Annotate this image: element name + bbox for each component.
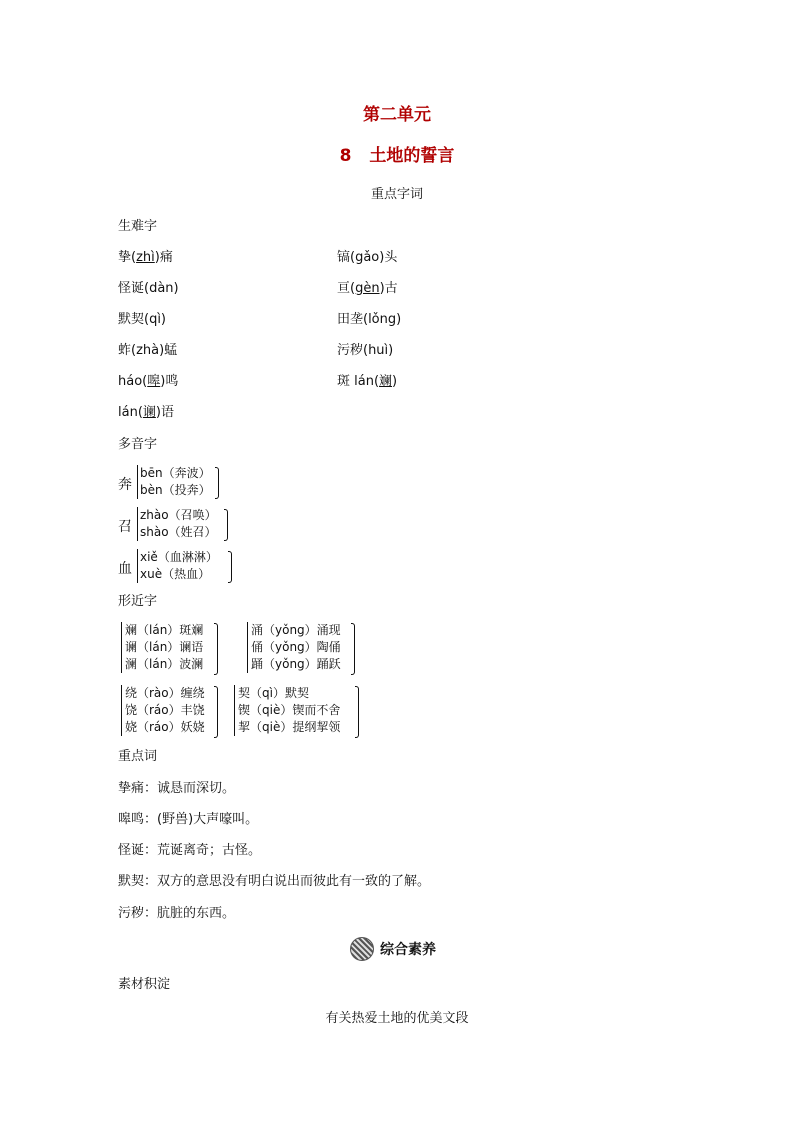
- difficult-item: [118, 312, 166, 328]
- similar-group: [121, 685, 205, 736]
- item-text: 挚(: [118, 250, 137, 265]
- similar-line: 娆（ráo）妖娆: [125, 720, 205, 734]
- difficult-item: [118, 343, 177, 359]
- difficult-item: [337, 250, 397, 266]
- polyphone-readings: [137, 549, 218, 583]
- difficult-item: [118, 405, 174, 421]
- similar-line: 挈（qiè）提纲挈领: [238, 720, 341, 734]
- item-underlined: gèn: [355, 281, 380, 296]
- polyphone-item: [118, 507, 248, 543]
- key-word-item: 挚痛：诚恳而深切。: [118, 781, 236, 796]
- similar-line: 澜（lán）波澜: [125, 657, 204, 671]
- difficult-item: [337, 312, 401, 328]
- item-underlined: zhì: [136, 250, 155, 265]
- item-underlined: 嗥: [147, 374, 161, 389]
- right-brace: [214, 686, 218, 738]
- unit-title: 第二单元: [363, 105, 431, 125]
- item-text-end: )古: [379, 281, 398, 296]
- item-text: 污秽(huì): [337, 343, 394, 358]
- badge-label: 综合素养: [380, 942, 436, 958]
- reading-line: xiě（血淋淋）: [140, 550, 218, 564]
- key-word-item: 默契：双方的意思没有明白说出而彼此有一致的了解。: [118, 874, 431, 889]
- similar-line: 踊（yǒng）踊跃: [251, 657, 341, 671]
- right-brace: [228, 551, 232, 583]
- lesson-name: 土地的誓言: [369, 146, 455, 166]
- material-heading: 素材积淀: [118, 977, 171, 992]
- lesson-title: [0, 148, 794, 164]
- right-brace: [224, 509, 228, 541]
- item-text-end: )语: [155, 405, 174, 420]
- similar-group: [234, 685, 340, 736]
- reading-line: shào（姓召）: [140, 525, 217, 539]
- right-brace: [215, 467, 219, 499]
- item-text: 斑 lán(: [337, 374, 380, 389]
- key-word-item: 怪诞：荒诞离奇；古怪。: [118, 843, 262, 858]
- key-word-item: 嗥鸣：(野兽)大声嚎叫。: [118, 812, 259, 827]
- similar-line: 斓（lán）斑斓: [125, 623, 204, 637]
- item-text: 默契(qì): [118, 312, 167, 327]
- reading-line: zhào（召唤）: [140, 508, 217, 522]
- section-badge: [350, 937, 436, 961]
- item-text-end: )痛: [154, 250, 173, 265]
- item-text: 田垄(lǒng): [337, 312, 402, 327]
- section-heading: 重点字词: [370, 187, 423, 202]
- difficult-item: [118, 281, 179, 297]
- polyphone-char: 奔: [118, 477, 132, 493]
- polyphone-heading: 多音字: [118, 437, 158, 452]
- polyphone-readings: [137, 507, 217, 541]
- similar-line: 饶（ráo）丰饶: [125, 703, 205, 717]
- item-text-end: ): [392, 374, 398, 389]
- similar-line: 契（qì）默契: [238, 686, 309, 700]
- right-brace: [214, 623, 218, 675]
- similar-line: 锲（qiè）锲而不舍: [238, 703, 341, 717]
- difficult-item: [118, 250, 173, 266]
- similar-group: [121, 622, 203, 673]
- polyphone-readings: [137, 465, 211, 499]
- item-text: 怪诞(dàn): [118, 281, 179, 296]
- similar-line: 绕（rào）缠绕: [125, 686, 205, 700]
- polyphone-item: [118, 465, 248, 501]
- reading-line: xuè（热血）: [140, 567, 211, 581]
- item-text: 蚱(zhà)蜢: [118, 343, 178, 358]
- item-text-end: )鸣: [160, 374, 179, 389]
- similar-heading: 形近字: [118, 594, 158, 609]
- similar-line: 俑（yǒng）陶俑: [251, 640, 341, 654]
- difficult-item: [118, 374, 178, 390]
- item-underlined: 斓: [379, 374, 393, 389]
- globe-icon: [350, 937, 374, 961]
- item-underlined: 谰: [142, 405, 156, 420]
- similar-line: 涌（yǒng）涌现: [251, 623, 341, 637]
- item-text: háo(: [118, 374, 148, 389]
- reading-line: bèn（投奔）: [140, 483, 211, 497]
- right-brace: [351, 623, 355, 675]
- material-subtitle: 有关热爱土地的优美文段: [325, 1011, 469, 1026]
- similar-group: [247, 622, 341, 673]
- item-text: 镐(gǎo)头: [337, 250, 398, 265]
- reading-line: bēn（奔波）: [140, 466, 211, 480]
- difficult-heading: 生难字: [118, 219, 158, 234]
- lesson-number: 8: [339, 146, 352, 166]
- item-text: lán(: [118, 405, 143, 420]
- polyphone-char: 血: [118, 561, 132, 577]
- polyphone-item: [118, 549, 248, 585]
- difficult-item: [337, 343, 393, 359]
- right-brace: [355, 686, 359, 738]
- key-word-item: 污秽：肮脏的东西。: [118, 906, 236, 921]
- key-words-heading: 重点词: [118, 749, 158, 764]
- difficult-item: [337, 374, 397, 390]
- similar-line: 谰（lán）谰语: [125, 640, 204, 654]
- item-text: 亘(: [337, 281, 356, 296]
- difficult-item: [337, 281, 398, 297]
- polyphone-char: 召: [118, 519, 132, 535]
